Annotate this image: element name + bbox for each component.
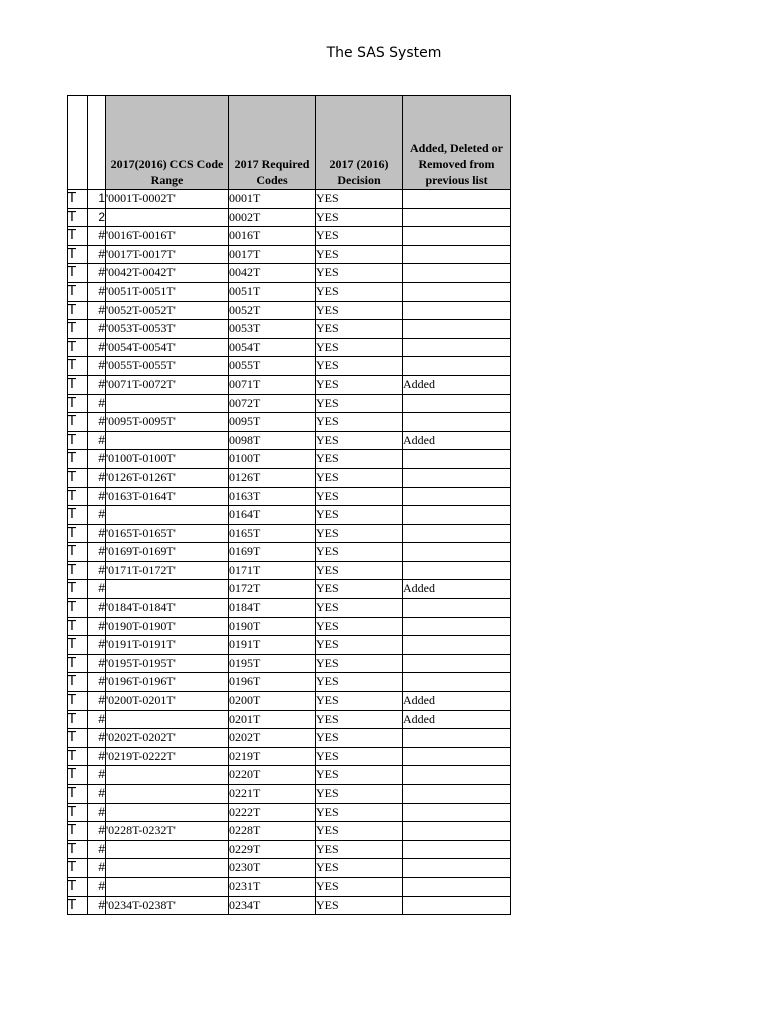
cell-change-note [403, 227, 511, 246]
cell-row-number: # [88, 543, 106, 562]
cell-required-code: 0055T [229, 357, 316, 376]
cell-change-note [403, 859, 511, 878]
cell-required-code: 0016T [229, 227, 316, 246]
cell-flag: T [68, 394, 88, 413]
cell-required-code: 0072T [229, 394, 316, 413]
cell-change-note [403, 468, 511, 487]
cell-required-code: 0053T [229, 320, 316, 339]
cell-change-note [403, 822, 511, 841]
cell-decision: YES [316, 840, 403, 859]
cell-change-note [403, 561, 511, 580]
table-row [68, 208, 511, 227]
table-body [68, 190, 511, 915]
cell-row-number: # [88, 747, 106, 766]
table-row [68, 264, 511, 283]
cell-decision: YES [316, 692, 403, 711]
cell-code-range [106, 785, 229, 804]
cell-code-range: '0196T-0196T' [106, 673, 229, 692]
cell-decision: YES [316, 822, 403, 841]
cell-flag: T [68, 468, 88, 487]
cell-row-number: # [88, 506, 106, 525]
cell-decision: YES [316, 617, 403, 636]
cell-decision: YES [316, 729, 403, 748]
cell-change-note [403, 394, 511, 413]
table-row [68, 245, 511, 264]
cell-required-code: 0234T [229, 896, 316, 915]
cell-row-number: # [88, 896, 106, 915]
cell-required-code: 0195T [229, 654, 316, 673]
cell-flag: T [68, 561, 88, 580]
cell-row-number: # [88, 357, 106, 376]
cell-code-range [106, 431, 229, 450]
cell-row-number: # [88, 320, 106, 339]
table-row [68, 413, 511, 432]
cell-decision: YES [316, 375, 403, 394]
cell-flag: T [68, 524, 88, 543]
cell-row-number: # [88, 785, 106, 804]
cell-required-code: 0190T [229, 617, 316, 636]
cell-code-range: '0195T-0195T' [106, 654, 229, 673]
cell-flag: T [68, 506, 88, 525]
cell-required-code: 0165T [229, 524, 316, 543]
cell-code-range: '0190T-0190T' [106, 617, 229, 636]
cell-required-code: 0169T [229, 543, 316, 562]
cell-change-note [403, 840, 511, 859]
cell-required-code: 0071T [229, 375, 316, 394]
cell-flag: T [68, 413, 88, 432]
cell-row-number: # [88, 561, 106, 580]
cell-decision: YES [316, 450, 403, 469]
cell-code-range [106, 394, 229, 413]
table-row [68, 524, 511, 543]
cell-row-number: # [88, 282, 106, 301]
cell-row-number: # [88, 599, 106, 618]
table-row [68, 487, 511, 506]
cell-row-number: # [88, 840, 106, 859]
cell-change-note [403, 803, 511, 822]
cell-code-range: '0165T-0165T' [106, 524, 229, 543]
cell-flag: T [68, 282, 88, 301]
cell-decision: YES [316, 766, 403, 785]
table-row [68, 599, 511, 618]
cell-row-number: # [88, 431, 106, 450]
cell-decision: YES [316, 710, 403, 729]
cell-row-number: # [88, 822, 106, 841]
cell-code-range: '0016T-0016T' [106, 227, 229, 246]
cell-row-number: # [88, 580, 106, 599]
cell-row-number: # [88, 803, 106, 822]
cell-flag: T [68, 580, 88, 599]
table-row [68, 896, 511, 915]
cell-required-code: 0051T [229, 282, 316, 301]
cell-required-code: 0229T [229, 840, 316, 859]
cell-code-range: '0202T-0202T' [106, 729, 229, 748]
cell-change-note [403, 524, 511, 543]
cell-decision: YES [316, 264, 403, 283]
cell-decision: YES [316, 524, 403, 543]
cell-flag: T [68, 822, 88, 841]
cell-change-note [403, 338, 511, 357]
cell-flag: T [68, 785, 88, 804]
cell-required-code: 0098T [229, 431, 316, 450]
cell-flag: T [68, 190, 88, 209]
cell-flag: T [68, 375, 88, 394]
cell-code-range: '0191T-0191T' [106, 636, 229, 655]
cell-code-range [106, 840, 229, 859]
cell-flag: T [68, 245, 88, 264]
cell-row-number: # [88, 673, 106, 692]
cell-code-range: '0200T-0201T' [106, 692, 229, 711]
table-row [68, 859, 511, 878]
table-row [68, 747, 511, 766]
cell-code-range: '0100T-0100T' [106, 450, 229, 469]
cell-flag: T [68, 766, 88, 785]
cell-flag: T [68, 320, 88, 339]
table-row [68, 580, 511, 599]
cell-row-number: # [88, 468, 106, 487]
header-row [68, 96, 511, 190]
cell-code-range: '0071T-0072T' [106, 375, 229, 394]
cell-required-code: 0002T [229, 208, 316, 227]
cell-change-note [403, 654, 511, 673]
table-row [68, 375, 511, 394]
cell-row-number: # [88, 524, 106, 543]
cell-change-note [403, 245, 511, 264]
header-code-range: 2017(2016) CCS Code Range [106, 96, 229, 190]
cell-decision: YES [316, 468, 403, 487]
cell-decision: YES [316, 654, 403, 673]
cell-change-note [403, 506, 511, 525]
cell-required-code: 0095T [229, 413, 316, 432]
cell-row-number: # [88, 413, 106, 432]
cell-decision: YES [316, 487, 403, 506]
ccs-code-table [67, 95, 511, 915]
cell-required-code: 0100T [229, 450, 316, 469]
cell-row-number: # [88, 394, 106, 413]
cell-decision: YES [316, 747, 403, 766]
cell-change-note [403, 357, 511, 376]
cell-change-note [403, 487, 511, 506]
cell-decision: YES [316, 803, 403, 822]
table-row [68, 450, 511, 469]
cell-change-note [403, 766, 511, 785]
cell-change-note [403, 785, 511, 804]
cell-decision: YES [316, 580, 403, 599]
table-row [68, 673, 511, 692]
cell-change-note [403, 877, 511, 896]
table-row [68, 710, 511, 729]
cell-code-range: '0169T-0169T' [106, 543, 229, 562]
cell-change-note [403, 729, 511, 748]
cell-row-number: # [88, 877, 106, 896]
cell-required-code: 0184T [229, 599, 316, 618]
table-row [68, 877, 511, 896]
cell-code-range: '0219T-0222T' [106, 747, 229, 766]
cell-flag: T [68, 301, 88, 320]
cell-change-note [403, 450, 511, 469]
cell-code-range: '0042T-0042T' [106, 264, 229, 283]
cell-row-number: # [88, 338, 106, 357]
cell-code-range: '0053T-0053T' [106, 320, 229, 339]
cell-code-range [106, 877, 229, 896]
cell-row-number: # [88, 729, 106, 748]
table-row [68, 692, 511, 711]
cell-required-code: 0231T [229, 877, 316, 896]
cell-decision: YES [316, 394, 403, 413]
cell-decision: YES [316, 636, 403, 655]
cell-required-code: 0017T [229, 245, 316, 264]
cell-code-range: '0163T-0164T' [106, 487, 229, 506]
cell-code-range [106, 710, 229, 729]
cell-code-range [106, 208, 229, 227]
cell-decision: YES [316, 785, 403, 804]
cell-change-note: Added [403, 710, 511, 729]
cell-code-range: '0054T-0054T' [106, 338, 229, 357]
cell-code-range [106, 766, 229, 785]
cell-required-code: 0200T [229, 692, 316, 711]
table-row [68, 227, 511, 246]
cell-decision: YES [316, 413, 403, 432]
table-row [68, 301, 511, 320]
cell-row-number: # [88, 227, 106, 246]
cell-row-number: # [88, 636, 106, 655]
table-row [68, 282, 511, 301]
cell-row-number: # [88, 654, 106, 673]
cell-required-code: 0164T [229, 506, 316, 525]
cell-change-note [403, 896, 511, 915]
cell-required-code: 0230T [229, 859, 316, 878]
cell-code-range: '0017T-0017T' [106, 245, 229, 264]
cell-flag: T [68, 543, 88, 562]
cell-required-code: 0171T [229, 561, 316, 580]
table-row [68, 636, 511, 655]
cell-flag: T [68, 673, 88, 692]
header-decision: 2017 (2016) Decision [316, 96, 403, 190]
cell-change-note: Added [403, 375, 511, 394]
cell-row-number: # [88, 692, 106, 711]
cell-flag: T [68, 487, 88, 506]
cell-decision: YES [316, 506, 403, 525]
cell-row-number: # [88, 766, 106, 785]
cell-flag: T [68, 840, 88, 859]
cell-flag: T [68, 338, 88, 357]
cell-required-code: 0196T [229, 673, 316, 692]
cell-change-note [403, 636, 511, 655]
cell-change-note [403, 747, 511, 766]
cell-flag: T [68, 599, 88, 618]
cell-decision: YES [316, 599, 403, 618]
cell-flag: T [68, 357, 88, 376]
cell-decision: YES [316, 859, 403, 878]
cell-code-range: '0234T-0238T' [106, 896, 229, 915]
cell-code-range: '0126T-0126T' [106, 468, 229, 487]
table-row [68, 840, 511, 859]
cell-change-note [403, 673, 511, 692]
table-row [68, 394, 511, 413]
cell-flag: T [68, 654, 88, 673]
cell-flag: T [68, 803, 88, 822]
table-header [68, 96, 511, 190]
cell-row-number: 2 [88, 208, 106, 227]
header-num [88, 96, 106, 190]
cell-change-note [403, 282, 511, 301]
cell-change-note [403, 413, 511, 432]
cell-decision: YES [316, 431, 403, 450]
cell-row-number: # [88, 375, 106, 394]
cell-row-number: # [88, 617, 106, 636]
cell-decision: YES [316, 245, 403, 264]
cell-code-range [106, 859, 229, 878]
cell-row-number: # [88, 450, 106, 469]
page-title: The SAS System [326, 45, 442, 61]
cell-flag: T [68, 710, 88, 729]
cell-flag: T [68, 692, 88, 711]
cell-decision: YES [316, 877, 403, 896]
table-row [68, 543, 511, 562]
cell-row-number: # [88, 859, 106, 878]
cell-flag: T [68, 729, 88, 748]
cell-code-range: '0001T-0002T' [106, 190, 229, 209]
cell-change-note [403, 599, 511, 618]
cell-code-range: '0055T-0055T' [106, 357, 229, 376]
cell-required-code: 0221T [229, 785, 316, 804]
cell-row-number: # [88, 710, 106, 729]
cell-required-code: 0163T [229, 487, 316, 506]
header-required-codes: 2017 Required Codes [229, 96, 316, 190]
cell-decision: YES [316, 357, 403, 376]
cell-required-code: 0219T [229, 747, 316, 766]
table-row [68, 822, 511, 841]
cell-decision: YES [316, 338, 403, 357]
table-row [68, 785, 511, 804]
cell-flag: T [68, 859, 88, 878]
table-row [68, 338, 511, 357]
cell-decision: YES [316, 301, 403, 320]
cell-flag: T [68, 747, 88, 766]
cell-decision: YES [316, 543, 403, 562]
cell-flag: T [68, 617, 88, 636]
cell-flag: T [68, 264, 88, 283]
cell-code-range: '0051T-0051T' [106, 282, 229, 301]
cell-code-range [106, 803, 229, 822]
cell-code-range [106, 506, 229, 525]
cell-change-note [403, 617, 511, 636]
cell-required-code: 0042T [229, 264, 316, 283]
cell-decision: YES [316, 282, 403, 301]
cell-required-code: 0220T [229, 766, 316, 785]
cell-flag: T [68, 636, 88, 655]
cell-required-code: 0052T [229, 301, 316, 320]
cell-decision: YES [316, 561, 403, 580]
cell-code-range: '0095T-0095T' [106, 413, 229, 432]
cell-flag: T [68, 896, 88, 915]
cell-change-note [403, 301, 511, 320]
cell-decision: YES [316, 208, 403, 227]
cell-code-range: '0052T-0052T' [106, 301, 229, 320]
table-row [68, 729, 511, 748]
table-row [68, 357, 511, 376]
cell-code-range: '0184T-0184T' [106, 599, 229, 618]
cell-required-code: 0228T [229, 822, 316, 841]
cell-required-code: 0001T [229, 190, 316, 209]
cell-code-range: '0228T-0232T' [106, 822, 229, 841]
cell-change-note [403, 320, 511, 339]
table-row [68, 617, 511, 636]
cell-decision: YES [316, 673, 403, 692]
cell-change-note: Added [403, 431, 511, 450]
cell-change-note [403, 264, 511, 283]
cell-row-number: # [88, 487, 106, 506]
cell-change-note [403, 543, 511, 562]
table-row [68, 654, 511, 673]
cell-change-note [403, 190, 511, 209]
cell-row-number: # [88, 245, 106, 264]
cell-change-note [403, 208, 511, 227]
cell-flag: T [68, 227, 88, 246]
cell-flag: T [68, 208, 88, 227]
cell-row-number: # [88, 301, 106, 320]
table-row [68, 431, 511, 450]
cell-required-code: 0191T [229, 636, 316, 655]
table-row [68, 190, 511, 209]
header-flag [68, 96, 88, 190]
cell-decision: YES [316, 896, 403, 915]
cell-flag: T [68, 431, 88, 450]
cell-change-note: Added [403, 692, 511, 711]
table-row [68, 803, 511, 822]
table-row [68, 320, 511, 339]
cell-required-code: 0054T [229, 338, 316, 357]
cell-required-code: 0126T [229, 468, 316, 487]
cell-required-code: 0172T [229, 580, 316, 599]
cell-required-code: 0222T [229, 803, 316, 822]
header-change-note: Added, Deleted or Removed from previous list [403, 96, 511, 190]
cell-flag: T [68, 450, 88, 469]
cell-required-code: 0202T [229, 729, 316, 748]
cell-code-range: '0171T-0172T' [106, 561, 229, 580]
cell-code-range [106, 580, 229, 599]
cell-row-number: # [88, 264, 106, 283]
cell-required-code: 0201T [229, 710, 316, 729]
cell-decision: YES [316, 320, 403, 339]
table-row [68, 561, 511, 580]
cell-row-number: 1 [88, 190, 106, 209]
cell-change-note: Added [403, 580, 511, 599]
table-row [68, 468, 511, 487]
cell-flag: T [68, 877, 88, 896]
cell-decision: YES [316, 227, 403, 246]
table-row [68, 766, 511, 785]
table-row [68, 506, 511, 525]
cell-decision: YES [316, 190, 403, 209]
